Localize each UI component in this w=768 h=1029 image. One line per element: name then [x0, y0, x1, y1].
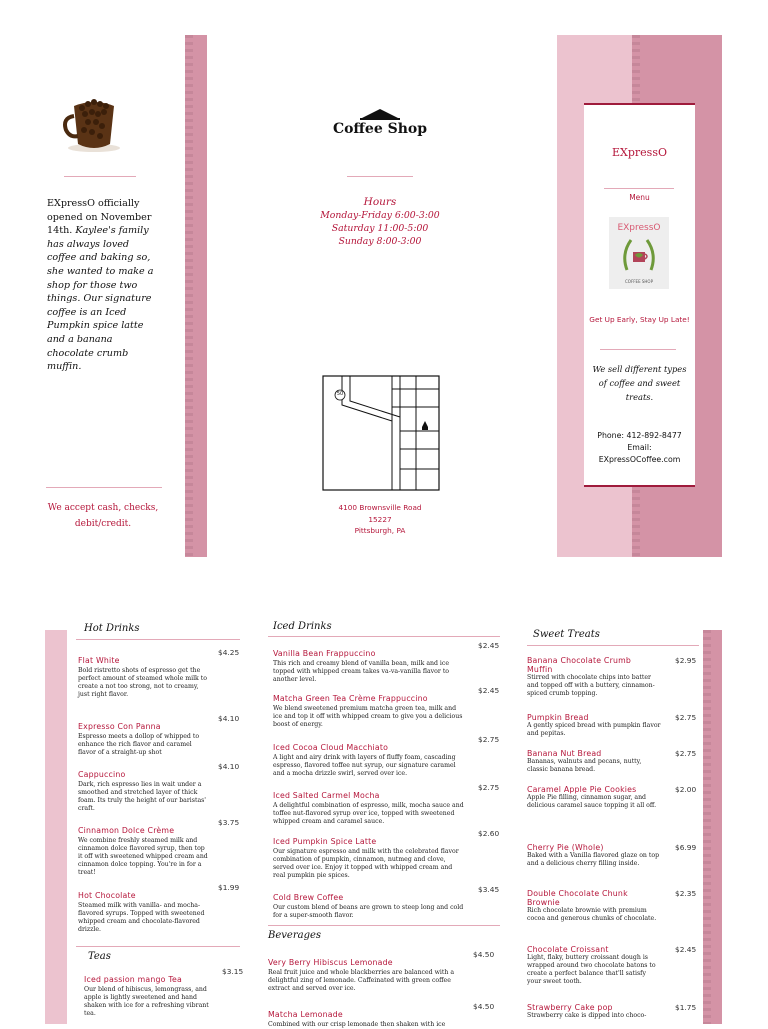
item-name: Iced Cocoa Cloud Macchiato [273, 743, 389, 752]
item-name: Banana Nut Bread [527, 749, 602, 758]
divider [600, 349, 676, 350]
item-name: Iced Salted Carmel Mocha [273, 791, 380, 800]
item-description: Rich chocolate brownie with premium cocoa and generous chunks of chocolate. [527, 907, 657, 922]
item-name: Cappuccino [78, 770, 126, 779]
menu-item [84, 967, 244, 1018]
item-description: Our signature espresso and milk with the celebrated flavor combination of pumpkin, cinnamon, nutmeg and clove, served over ice. Enjoy it topped with whipped cream and real pumpkin pie spices. [273, 848, 459, 879]
menu-item [527, 945, 699, 986]
payment-text: We accept cash, checks, debit/credit. [47, 503, 159, 529]
teas-title: Teas [88, 951, 111, 962]
item-name: Iced Pumpkin Spice Latte [273, 837, 377, 846]
item-name: Double Chocolate Chunk Brownie [527, 889, 628, 907]
item-description: Real fruit juice and whole blackberries are balanced with a delightful zing of lemonade. Caffeinated with green coffee extract and served over ice. [268, 969, 455, 992]
address-block [300, 502, 460, 537]
item-description: Light, flaky, buttery croissant dough is wrapped around two chocolate batons to create a perfect balance that'll satisfy your sweet tooth. [527, 954, 656, 985]
item-description: Bananas, walnuts and pecans, nutty, classic banana bread. [527, 758, 642, 773]
item-price: $3.75 [218, 818, 240, 827]
pink-strip-bottom-left [45, 630, 67, 1024]
item-price: $2.45 [478, 686, 500, 695]
divider [76, 639, 240, 640]
address-street: 4100 Brownsville Road [338, 503, 422, 512]
menu-item [527, 889, 699, 923]
divider [64, 176, 136, 177]
hours-title: Hours [363, 196, 397, 208]
item-price: $1.99 [218, 883, 240, 892]
item-name: Cold Brew Coffee [273, 893, 344, 902]
menu-item [78, 762, 238, 813]
address-zip: 15227 [368, 514, 392, 524]
item-description: Baked with a Vanilla flavored glaze on top and a delicious cherry filling inside. [527, 852, 660, 867]
menu-item [527, 749, 699, 774]
menu-item [78, 818, 238, 877]
item-price: $4.50 [473, 1002, 495, 1011]
laurel-icon [619, 234, 659, 276]
item-name: Cherry Pie (Whole) [527, 843, 604, 852]
divider [268, 636, 500, 637]
menu-item [273, 783, 501, 826]
coffee-shop-title: Coffee Shop [332, 121, 428, 137]
item-description: A gently spiced bread with pumpkin flavor and pepitas. [527, 722, 661, 737]
menu-item [273, 885, 501, 920]
item-name: Cinnamon Dolce Crème [78, 826, 175, 835]
item-name: Matcha Lemonade [268, 1010, 343, 1019]
item-price: $2.75 [675, 749, 697, 758]
item-price: $2.75 [478, 735, 500, 744]
menu-item [273, 735, 501, 778]
wave-edge [703, 630, 711, 1024]
story-text [47, 197, 159, 374]
item-price: $6.99 [675, 843, 697, 852]
item-description: Strawberry cake is dipped into choco- [527, 1012, 647, 1019]
divider [268, 925, 500, 926]
menu-item [273, 829, 501, 880]
item-name: Very Berry Hibiscus Lemonade [268, 958, 393, 967]
wave-edge [185, 35, 193, 557]
sweet-treats-title: Sweet Treats [533, 629, 600, 640]
divider [604, 188, 674, 189]
item-name: Flat White [78, 656, 120, 665]
menu-label: Menu [629, 193, 650, 202]
item-name: Caramel Apple Pie Cookies [527, 785, 637, 794]
item-name: Matcha Green Tea Crème Frappuccino [273, 694, 428, 703]
logo-subtext: COFFEE SHOP [625, 279, 653, 284]
item-price: $2.45 [478, 641, 500, 650]
route-number: 50 [336, 391, 344, 397]
roof-logo-icon [358, 106, 402, 120]
logo-text: EXpressO [617, 223, 661, 233]
item-description: We blend sweetened premium matcha green tea, milk and ice and top it off with whipped cream to give you a delicious boost of energy. [273, 705, 463, 728]
beverages-title: Beverages [268, 930, 322, 941]
item-name: Chocolate Croissant [527, 945, 609, 954]
item-name: Hot Chocolate [78, 891, 136, 900]
item-price: $2.75 [675, 713, 697, 722]
item-price: $3.45 [478, 885, 500, 894]
menu-item [527, 1003, 699, 1020]
item-name: Banana Chocolate Crumb Muffin [527, 656, 632, 674]
story-lead: EXpressO officially opened on November 14th. [47, 198, 152, 237]
item-name: Iced passion mango Tea [84, 975, 182, 984]
item-name: Expresso Con Panna [78, 722, 161, 731]
item-name: Strawberry Cake pop [527, 1003, 613, 1012]
item-price: $2.45 [675, 945, 697, 954]
menu-item [78, 648, 238, 699]
item-description: Espresso meets a dollop of whipped to enhance the rich flavor and caramel flavor of a straight-up shot [78, 733, 200, 756]
item-description: Combined with our crisp lemonade then shaken with ice [268, 1021, 446, 1028]
item-description: Apple Pie filling, cinnamon sugar, and delicious caramel sauce topping it all off. [527, 794, 657, 809]
address-city: Pittsburgh, PA [354, 526, 406, 536]
item-description: Our blend of hibiscus, lemongrass, and apple is lightly sweetened and hand shaken with ice for a refreshing vibrant tea. [84, 986, 209, 1017]
item-description: Stirred with chocolate chips into batter and topped off with a buttery, cinnamon-spiced crumb topping. [527, 674, 655, 697]
menu-item [273, 686, 501, 729]
divider [76, 946, 240, 947]
menu-item [273, 641, 501, 684]
coffee-cup-image [58, 92, 128, 154]
location-map [322, 375, 440, 491]
item-price: $4.10 [218, 762, 240, 771]
divider [46, 487, 162, 488]
hours-line: Sunday 8:00-3:00 [338, 236, 422, 247]
email-label: Email: [627, 443, 652, 452]
hours-block [300, 196, 460, 248]
item-price: $4.10 [218, 714, 240, 723]
item-name: Vanilla Bean Frappuccino [273, 649, 376, 658]
item-description: Steamed milk with vanilla- and mocha-flavored syrups. Topped with sweetened whipped cream and chocolate-flavored drizzle. [78, 902, 205, 933]
menu-item [527, 713, 699, 738]
item-price: $3.15 [222, 967, 244, 976]
hot-drinks-title: Hot Drinks [84, 623, 140, 634]
sell-text: We sell different types of coffee and sweet treats. [592, 364, 687, 402]
item-price: $2.95 [675, 656, 697, 665]
menu-item [268, 950, 498, 993]
item-description: A light and airy drink with layers of fluffy foam, cascading espresso, flavored toffee nut syrup, our signature caramel and a mocha drizzle swirl, served over ice. [273, 754, 456, 777]
story-rest: Kaylee's family has always loved coffee and baking so, she wanted to make a shop for those two things. Our signature coffee is an Iced Pumpkin spice latte and a banana chocolate crumb muffin. [47, 225, 154, 373]
item-description: Our custom blend of beans are grown to steep long and cold for a super-smooth flavor. [273, 904, 464, 919]
contact-block [588, 430, 691, 466]
hours-line: Monday-Friday 6:00-3:00 [320, 210, 440, 221]
menu-item [527, 785, 699, 810]
item-price: $2.60 [478, 829, 500, 838]
divider [527, 645, 699, 646]
item-description: This rich and creamy blend of vanilla bean, milk and ice topped with whipped cream takes va-va-vanilla flavor to another level. [273, 660, 450, 683]
menu-item [527, 843, 699, 868]
item-description: A delightful combination of espresso, milk, mocha sauce and toffee nut-flavored syrup over ice, topped with sweetened whipped cream and caramel sauce. [273, 802, 464, 825]
item-name: Pumpkin Bread [527, 713, 589, 722]
brand-logo [609, 217, 669, 289]
item-description: We combine freshly steamed milk and cinnamon dolce flavored syrup, then top it off with sweetened whipped cream and cinnamon dolce topping. You're in for a treat! [78, 837, 208, 876]
item-price: $2.75 [478, 783, 500, 792]
item-price: $1.75 [675, 1003, 697, 1012]
menu-item [78, 714, 238, 757]
phone-number: Phone: 412-892-8477 [597, 431, 682, 440]
menu-item [78, 883, 238, 934]
item-description: Bold ristretto shots of espresso get the perfect amount of steamed whole milk to create a not too strong, not to creamy, just right flavor. [78, 667, 207, 698]
item-description: Dark, rich espresso lies in wait under a smoothed and stretched layer of thick foam. Its truly the height of our baristas' craft. [78, 781, 207, 812]
brand-name: EXpressO [612, 146, 667, 159]
divider [347, 176, 413, 177]
tagline: Get Up Early, Stay Up Late! [589, 315, 690, 324]
item-price: $4.50 [473, 950, 495, 959]
hours-line: Saturday 11:00-5:00 [331, 223, 429, 234]
menu-item [527, 656, 699, 698]
item-price: $2.35 [675, 889, 697, 898]
item-price: $4.25 [218, 648, 240, 657]
menu-item [268, 1002, 498, 1029]
iced-drinks-title: Iced Drinks [273, 621, 332, 632]
item-price: $2.00 [675, 785, 697, 794]
email-address: EXpressOCoffee.com [598, 455, 681, 464]
